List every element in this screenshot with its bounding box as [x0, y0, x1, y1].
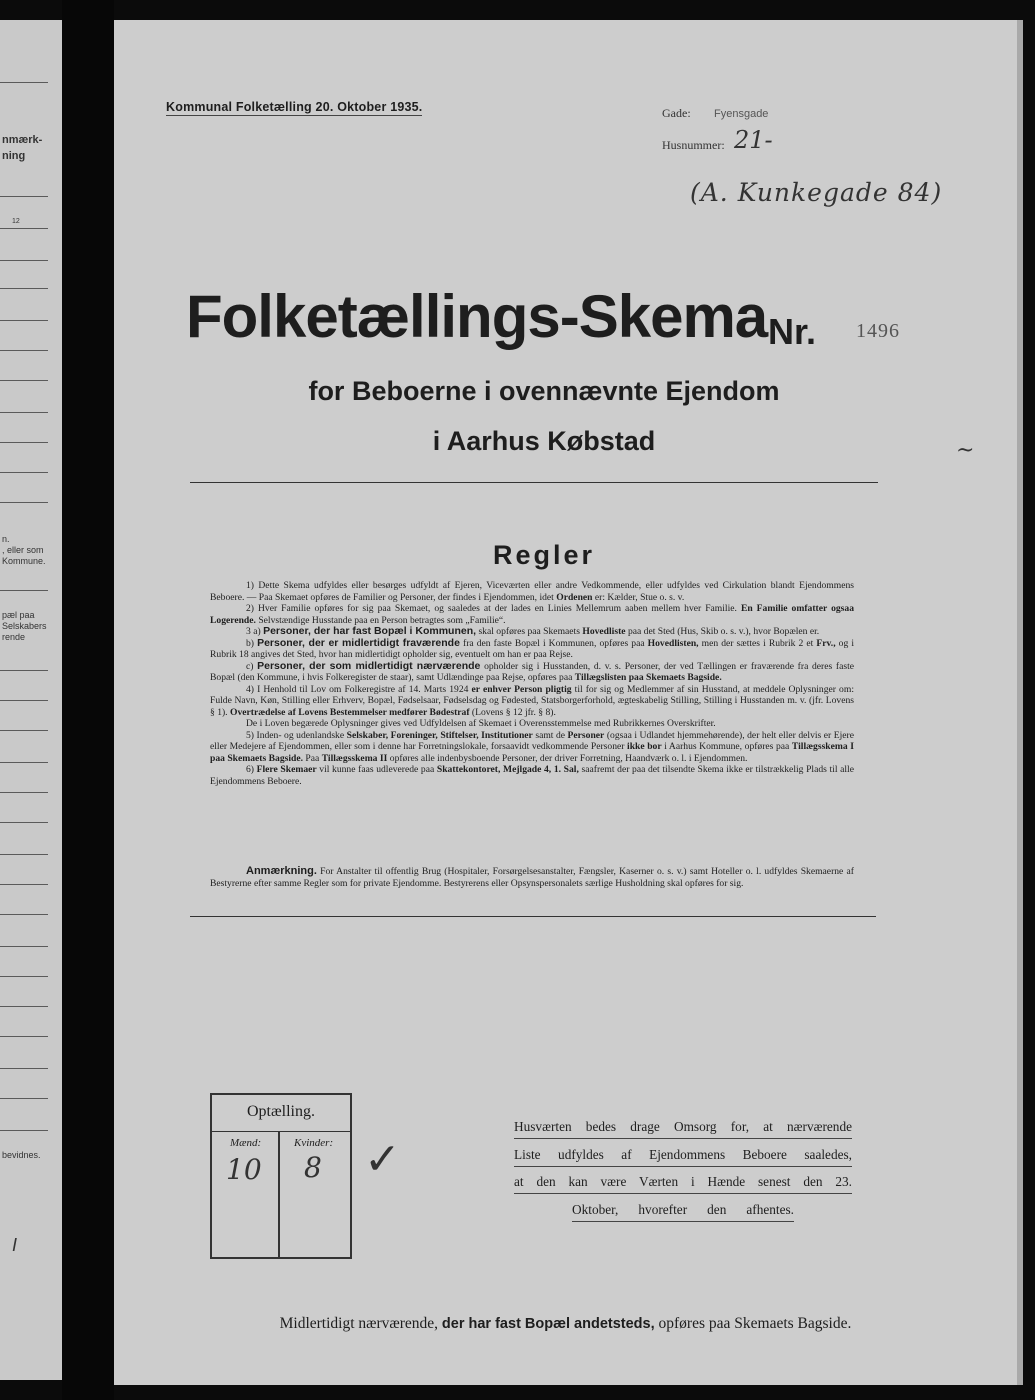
rule-4: 4) I Henhold til Lov om Folkeregistre af 14. Marts 1924 er enhver Person pligtig til for sig og Medlemmer af sin Husstand, at meddele Oplysninger om: Fulde Navn, Køn, Stilling eller Erhverv, Bopæl, Fødselsaar, Fødselsdag og Fødested, Statsborgerforhold, ægteskabelig Stilling, Stilling i Husstanden m. v. (jfr. Lovens § 1). Overtrædelse af Lovens Bestemmelser medfører Bødestraf (Lovens § 12 jfr. § 8). [210, 683, 854, 718]
men-label: Mænd: [230, 1137, 262, 1149]
ruled-line [0, 762, 48, 763]
instruction-line: at den kan være Værten i Hænde senest den 23. [514, 1171, 852, 1194]
ruled-line [0, 1098, 48, 1099]
ruled-line [0, 822, 48, 823]
ruled-line [0, 590, 48, 591]
ruled-line [0, 670, 48, 671]
form-title: Folketællings-Skema [186, 283, 768, 350]
left-page-fragment: 12 [12, 218, 20, 225]
tally-box [210, 1093, 352, 1259]
rule-2: 2) Hver Familie opføres for sig paa Skemaet, og saaledes at der lades en Linies Mellemrum aaben mellem hver Familie. En Familie omfatter ogsaa Logerende. Selvstændige Husstande paa en Person betragtes som „Familie“. [210, 603, 854, 626]
rule-3a: 3 a) Personer, der har fast Bopæl i Kommunen, skal opføres paa Skemaets Hovedliste paa det Sted (Hus, Skib o. s. v.), hvor Bopælen er. [246, 625, 820, 637]
ruled-line [0, 350, 48, 351]
ruled-line [0, 260, 48, 261]
ruled-line [0, 730, 48, 731]
check-mark-icon: ✓ [364, 1134, 401, 1185]
ruled-line [0, 228, 48, 229]
ruled-line [0, 700, 48, 701]
ruled-line [0, 1068, 48, 1069]
left-page-strip [0, 20, 62, 1380]
left-page-fragment: pæl paa Selskabers rende [2, 610, 47, 642]
ruled-line [0, 502, 48, 503]
census-form-page [114, 20, 1023, 1385]
number-label: Nr. [768, 311, 817, 352]
street-label: Gade: [662, 106, 691, 120]
ruled-line [0, 976, 48, 977]
instruction-line: Husværten bedes drage Omsorg for, at nærværende [514, 1116, 852, 1139]
footer-note: Midlertidigt nærværende, der har fast Bopæl andetsteds, opføres paa Skemaets Bagside. [279, 1315, 852, 1332]
ruled-line [0, 884, 48, 885]
ruled-line [0, 196, 48, 197]
landlord-instruction [514, 1116, 852, 1226]
ruled-line [0, 412, 48, 413]
form-number: 1496 [856, 320, 900, 342]
tally-divider [278, 1131, 280, 1257]
subtitle-city: i Aarhus Købstad [432, 426, 656, 456]
ruled-line [0, 1006, 48, 1007]
rule-4-continued: De i Loven begærede Oplysninger gives ved Udfyldelsen af Skemaet i Overensstemmelse med Rubrikkernes Overskrifter. [246, 718, 716, 729]
ruled-line [0, 792, 48, 793]
ruled-line [0, 442, 48, 443]
house-number-label: Husnummer: [662, 138, 725, 152]
rule-3b: b) Personer, der er midlertidigt fraværende fra den faste Bopæl i Kommunen, opføres paa Hovedlisten, men der sættes i Rubrik 2 et Frv., og i Rubrik 18 angives det Sted, hvor han midlertidigt opholder sig, eventuelt om han er paa Rejse. [210, 636, 854, 660]
ruled-line [0, 380, 48, 381]
left-page-fragment: n. , eller som Kommune. [2, 534, 46, 566]
instruction-line: Oktober, hvorefter den afhentes. [572, 1199, 794, 1222]
left-page-fragment: nmærk- ning [2, 134, 43, 162]
remark-paragraph [210, 866, 854, 889]
divider [190, 916, 876, 917]
ruled-line [0, 472, 48, 473]
handwritten-address-note: (A. Kunkegade 84) [690, 178, 943, 207]
census-heading: Kommunal Folketælling 20. Oktober 1935. [166, 100, 423, 114]
left-page-fragment: I [12, 1235, 18, 1255]
ruled-line [0, 854, 48, 855]
remark-text: For Anstalter til offentlig Brug (Hospitaler, Forsørgelsesanstalter, Fængsler, Kaserner o. s. v.) samt Hoteller o. l. udfyldes Skemaerne af Bestyrerne efter samme Regler som for private Ejendomme. Bestyrerens eller Opsynspersonalets særlige Husholdning skal opføres for sig. [210, 866, 854, 889]
rule-6: 6) Flere Skemaer vil kunne faas udleverede paa Skattekontoret, Mejlgade 4, 1. Sal, saafremt der paa det tilsendte Skema ikke er tilstrækkelig Plads til alle Ejendommens Beboere. [210, 764, 854, 787]
ruled-line [0, 320, 48, 321]
rule-3c: c) Personer, der som midlertidigt nærværende opholder sig i Husstanden, d. v. s. Personer, der ved Tællingen er fraværende fra deres faste Bopæl (den Kommune, i hvis Folkeregister de staar), samt Udlændinge paa Rejse, opføres paa Tillægslisten paa Skemaets Bagside. [210, 659, 855, 683]
men-count: 10 [226, 1153, 262, 1186]
tally-divider [212, 1131, 350, 1132]
rules-text [210, 580, 854, 787]
tally-title: Optælling. [246, 1103, 315, 1120]
rules-heading: Regler [492, 540, 596, 570]
ruled-line [0, 288, 48, 289]
ruled-line [0, 1130, 48, 1131]
left-page-fragment: bevidnes. [2, 1150, 41, 1160]
rule-1: 1) Dette Skema udfyldes eller besørges udfyldt af Ejeren, Viceværten eller andre Vedkommende, eller udfyldes ved Cirkulation blandt Ejendommens Beboere. — Paa Skemaet opføres de Familier og Personer, der findes i Ejendommen, idet Ordenen er: Kælder, Stue o. s. v. [210, 580, 854, 603]
ruled-line [0, 1036, 48, 1037]
divider [190, 482, 878, 483]
house-number-value: 21- [734, 126, 773, 154]
remark-label: Anmærkning. [246, 865, 317, 877]
rule-5: 5) Inden- og udenlandske Selskaber, Foreninger, Stiftelser, Institutioner samt de Personer (ogsaa i Udlandet hjemmehørende), der helt eller delvis er Ejere eller Medejere af Ejendommen, eller som i denne har Forretningslokale, forsaavidt vedkommende Personer ikke bor i Aarhus Kommune, opføres paa Tillægsskema I paa Skemaets Bagside. Paa Tillægsskema II opføres alle indenbysboende Personer, der driver Forretning, Haandværk o. l. i Ejendommen. [210, 729, 854, 764]
ruled-line [0, 946, 48, 947]
women-label: Kvinder: [294, 1137, 334, 1149]
ruled-line [0, 914, 48, 915]
ruled-line [0, 82, 48, 83]
street-value: Fyensgade [714, 108, 769, 120]
women-count: 8 [304, 1151, 322, 1184]
subtitle-residents: for Beboerne i ovennævnte Ejendom [308, 376, 780, 406]
instruction-line: Liste udfyldes af Ejendommens Beboere saaledes, [514, 1144, 852, 1167]
book-gutter [62, 0, 114, 1400]
margin-mark: ~ [956, 438, 975, 463]
